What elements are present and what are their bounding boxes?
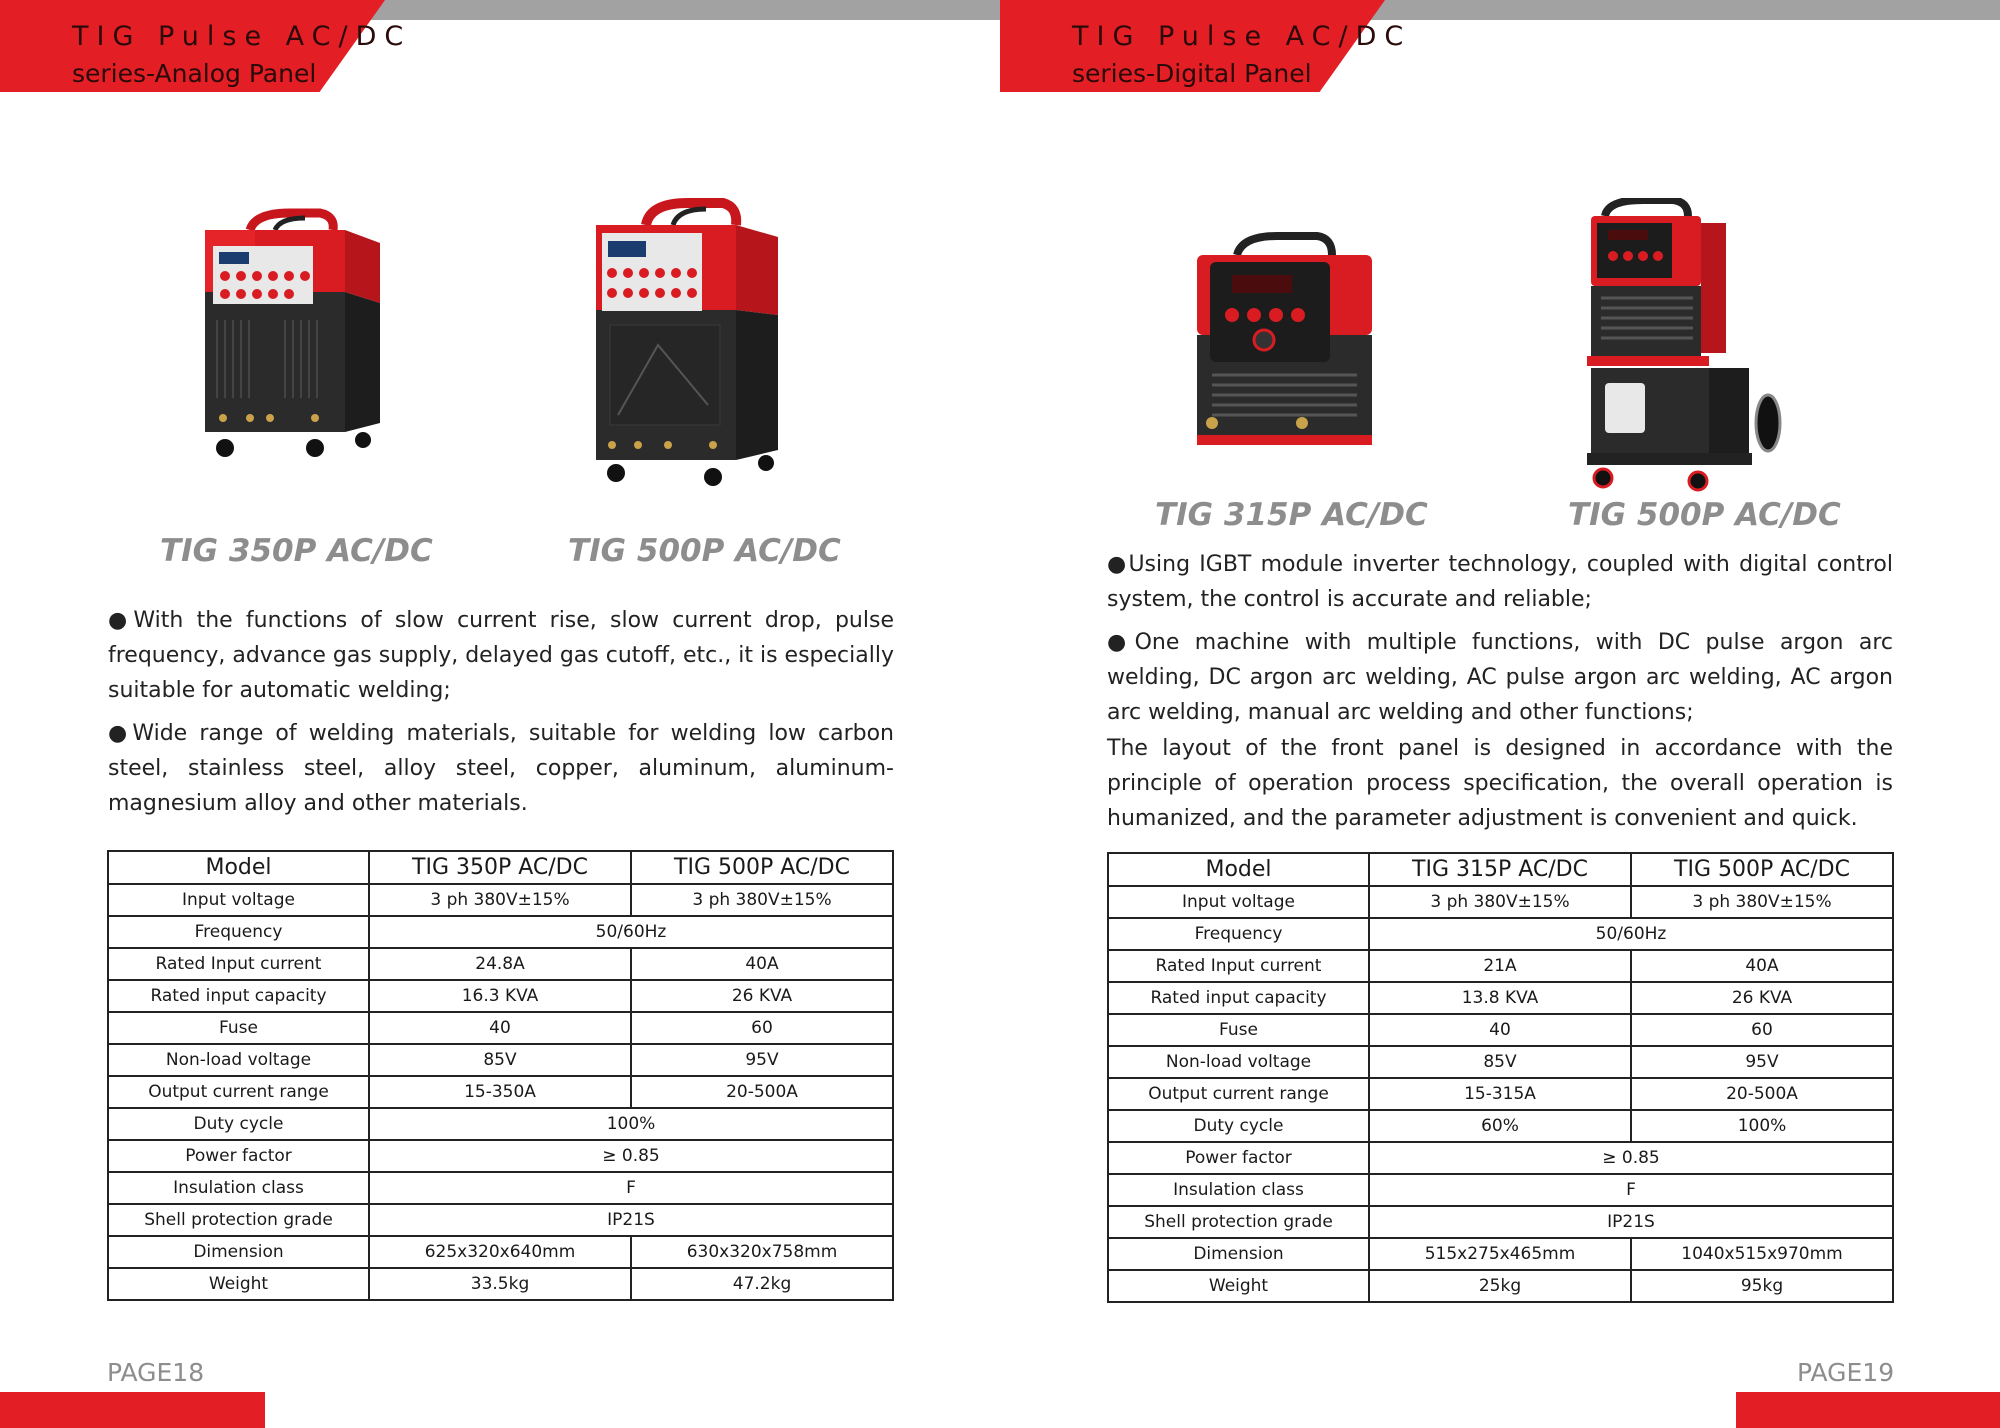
cell: 85V <box>1369 1046 1631 1078</box>
header-gray-band <box>360 0 1000 20</box>
table-row <box>108 980 893 1012</box>
cell: 21A <box>1369 950 1631 982</box>
row-label: Duty cycle <box>1108 1110 1369 1142</box>
row-label: Insulation class <box>1108 1174 1369 1206</box>
table-row <box>1108 1270 1893 1302</box>
cell: 3 ph 380V±15% <box>1631 886 1893 918</box>
row-label: Non-load voltage <box>108 1044 369 1076</box>
row-label: Duty cycle <box>108 1108 369 1140</box>
page-number: PAGE18 <box>107 1358 205 1387</box>
row-label: Dimension <box>1108 1238 1369 1270</box>
cell: 20-500A <box>631 1076 893 1108</box>
section-title-line2: series-Digital Panel <box>1072 59 1312 88</box>
cell: 3 ph 380V±15% <box>631 884 893 916</box>
row-label: Output current range <box>108 1076 369 1108</box>
table-row <box>108 1140 893 1172</box>
cell: 100% <box>1631 1110 1893 1142</box>
cell: 50/60Hz <box>369 916 893 948</box>
table-header-row <box>1108 853 1893 886</box>
table-row <box>108 1236 893 1268</box>
table-row <box>1108 1078 1893 1110</box>
row-label: Output current range <box>1108 1078 1369 1110</box>
row-label: Rated Input current <box>108 948 369 980</box>
cell: 3 ph 380V±15% <box>369 884 631 916</box>
cell: 60 <box>1631 1014 1893 1046</box>
row-label: Frequency <box>1108 918 1369 950</box>
table-row <box>1108 950 1893 982</box>
table-row <box>108 948 893 980</box>
table-row <box>1108 982 1893 1014</box>
table-row <box>108 884 893 916</box>
cell: 40 <box>369 1012 631 1044</box>
table-row <box>1108 1238 1893 1270</box>
table-row <box>108 1108 893 1140</box>
cell: 47.2kg <box>631 1268 893 1300</box>
header-cell: Model <box>1108 853 1369 886</box>
table-row <box>108 1076 893 1108</box>
table-row <box>1108 1110 1893 1142</box>
row-label: Fuse <box>1108 1014 1369 1046</box>
table-row <box>108 1204 893 1236</box>
feature-paragraph-1: ●With the functions of slow current rise, slow current drop, pulse frequency, advance gas supply, delayed gas cutoff, etc., it is especially suitable for automatic welding; <box>108 608 894 703</box>
cell: 16.3 KVA <box>369 980 631 1012</box>
cell: 15-350A <box>369 1076 631 1108</box>
table-row <box>1108 1142 1893 1174</box>
cell: 95V <box>1631 1046 1893 1078</box>
product-image-tig-350p <box>195 208 385 463</box>
table-row <box>1108 886 1893 918</box>
cell: 95kg <box>1631 1270 1893 1302</box>
cell: F <box>1369 1174 1893 1206</box>
cell: 625x320x640mm <box>369 1236 631 1268</box>
cell: 40 <box>1369 1014 1631 1046</box>
row-label: Shell protection grade <box>108 1204 369 1236</box>
header-cell: Model <box>108 851 369 884</box>
product-name-2: TIG 500P AC/DC <box>568 533 841 569</box>
cell: 15-315A <box>1369 1078 1631 1110</box>
header-cell: TIG 315P AC/DC <box>1369 853 1631 886</box>
row-label: Input voltage <box>108 884 369 916</box>
row-label: Rated input capacity <box>108 980 369 1012</box>
cell: 3 ph 380V±15% <box>1369 886 1631 918</box>
header-cell: TIG 500P AC/DC <box>1631 853 1893 886</box>
cell: 85V <box>369 1044 631 1076</box>
row-label: Shell protection grade <box>1108 1206 1369 1238</box>
footer-red-bar <box>1736 1392 2000 1428</box>
section-title-line1: TIG Pulse AC/DC <box>72 21 412 52</box>
cell: ≥ 0.85 <box>1369 1142 1893 1174</box>
row-label: Insulation class <box>108 1172 369 1204</box>
cell: 26 KVA <box>631 980 893 1012</box>
table-row <box>1108 1014 1893 1046</box>
cell: 20-500A <box>1631 1078 1893 1110</box>
section-title-line1: TIG Pulse AC/DC <box>1072 21 1412 52</box>
cell: 60 <box>631 1012 893 1044</box>
spec-table <box>107 850 894 1301</box>
feature-paragraph-3: The layout of the front panel is designed in accordance with the principle of operation process specification, the overall operation is humanized, and the parameter adjustment is convenient and quick. <box>1107 736 1893 831</box>
row-label: Power factor <box>108 1140 369 1172</box>
row-label: Power factor <box>1108 1142 1369 1174</box>
cell: 50/60Hz <box>1369 918 1893 950</box>
footer-red-bar <box>0 1392 265 1428</box>
cell: 24.8A <box>369 948 631 980</box>
cell: 26 KVA <box>1631 982 1893 1014</box>
row-label: Rated Input current <box>1108 950 1369 982</box>
row-label: Frequency <box>108 916 369 948</box>
table-row <box>108 1012 893 1044</box>
table-row <box>1108 1206 1893 1238</box>
cell: 40A <box>631 948 893 980</box>
table-row <box>1108 1046 1893 1078</box>
cell: 95V <box>631 1044 893 1076</box>
product-name-1: TIG 350P AC/DC <box>160 533 433 569</box>
row-label: Non-load voltage <box>1108 1046 1369 1078</box>
table-row <box>108 1172 893 1204</box>
row-label: Dimension <box>108 1236 369 1268</box>
header-cell: TIG 350P AC/DC <box>369 851 631 884</box>
row-label: Rated input capacity <box>1108 982 1369 1014</box>
cell: 1040x515x970mm <box>1631 1238 1893 1270</box>
row-label: Weight <box>1108 1270 1369 1302</box>
cell: 515x275x465mm <box>1369 1238 1631 1270</box>
cell: 100% <box>369 1108 893 1140</box>
product-image-tig-315p <box>1192 230 1382 455</box>
row-label: Fuse <box>108 1012 369 1044</box>
cell: 25kg <box>1369 1270 1631 1302</box>
row-label: Weight <box>108 1268 369 1300</box>
cell: F <box>369 1172 893 1204</box>
table-row <box>1108 1174 1893 1206</box>
cell: 40A <box>1631 950 1893 982</box>
right-page <box>1000 0 2000 1428</box>
spec-table <box>1107 852 1894 1303</box>
product-image-tig-500p-digital <box>1583 198 1788 493</box>
feature-paragraph-2: ●Wide range of welding materials, suitable for welding low carbon steel, stainless steel, alloy steel, copper, aluminum, aluminum-magnesium alloy and other materials. <box>108 721 894 816</box>
header-cell: TIG 500P AC/DC <box>631 851 893 884</box>
section-title-line2: series-Analog Panel <box>72 59 317 88</box>
table-header-row <box>108 851 893 884</box>
feature-paragraph-1: ●Using IGBT module inverter technology, coupled with digital control system, the control is accurate and reliable; <box>1107 552 1893 612</box>
product-name-1: TIG 315P AC/DC <box>1155 497 1428 533</box>
page-number: PAGE19 <box>1797 1358 1895 1387</box>
cell: 13.8 KVA <box>1369 982 1631 1014</box>
header-gray-band <box>1360 0 2000 20</box>
cell: 33.5kg <box>369 1268 631 1300</box>
table-row <box>108 1268 893 1300</box>
table-row <box>108 1044 893 1076</box>
feature-paragraph-2: ●One machine with multiple functions, with DC pulse argon arc welding, DC argon arc welding, AC pulse argon arc welding, AC argon arc welding, manual arc welding and other functions; <box>1107 630 1893 725</box>
cell: IP21S <box>1369 1206 1893 1238</box>
cell: 60% <box>1369 1110 1631 1142</box>
table-row <box>108 916 893 948</box>
cell: ≥ 0.85 <box>369 1140 893 1172</box>
cell: 630x320x758mm <box>631 1236 893 1268</box>
product-name-2: TIG 500P AC/DC <box>1568 497 1841 533</box>
row-label: Input voltage <box>1108 886 1369 918</box>
table-row <box>1108 918 1893 950</box>
product-image-tig-500p <box>588 195 788 490</box>
cell: IP21S <box>369 1204 893 1236</box>
